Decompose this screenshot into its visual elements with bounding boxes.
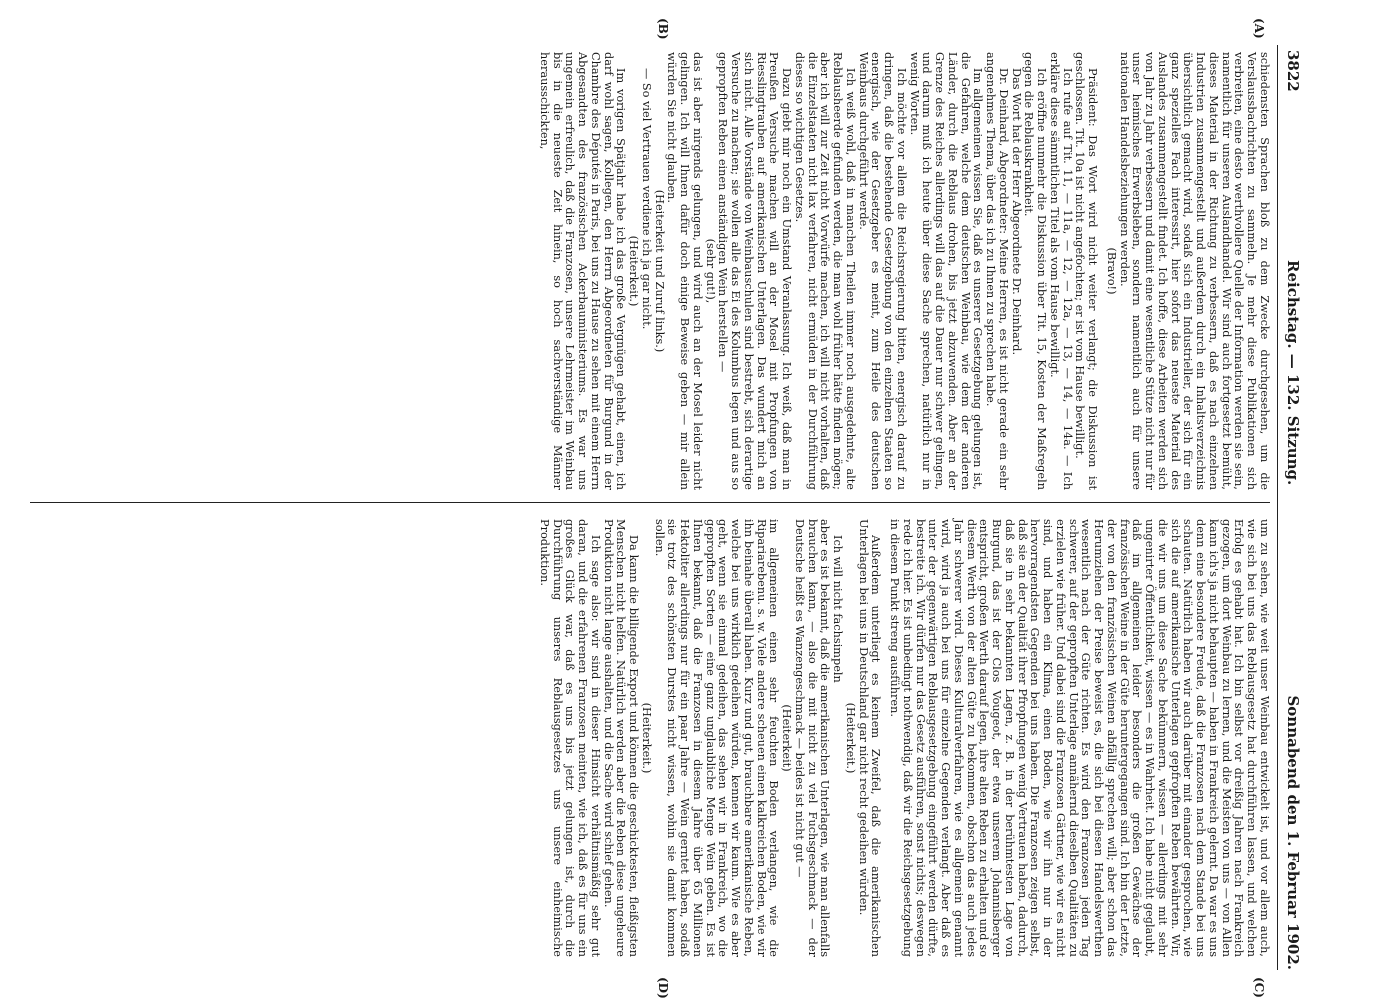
paragraph: schiedensten Sprachen bloß zu dem Zwecke durchgesehen, um die Verslaussbachrichten zu sammeln. Je mehr diese Publikationen sich verbreiten, eine desto werthvollere Quelle der Information werden sie sein, namentlich für unseren Auslandhandel. Wir sind auch fortgesetzt bemüht, dieses Material in der Richtung zu verbessern, daß es nach einzelnen Industrien zusammengestellt und außerdem durch ein Inhaltsverzeichnis übersichtlich gemacht wird, sodaß sich ein Industrieller, der sich für ein ganz spezielles Fach interessirt, hier sofort das neueste Material des Auslandes zusammengestellt findet. Ich hoffe, diese Arbeiten werden sich von Jahr zu Jahr verbessern und damit eine wesentliche Stütze nicht nur für unser heimisches Erwerbsleben, sondern namentlich auch für unsere nationalen Handelsbeziehungen werden. [1117, 52, 1271, 490]
margin-mark-a: (A) [1252, 18, 1266, 39]
interjection: (Heiterkeit.) [640, 702, 653, 774]
paragraph: Dazu giebt mir noch ein Umstand Veranlassung. Ich weiß, daß man in Preußen Versuche machen will an der Mosel mit Propfungen von Riesslingtrauben auf amerikanischen Unterlagen. Das wundert mich an sich nicht. Alle Vorstände von Weinbauschulen sind bestrebt, sich derartige Versuche zu machen; sie wollen alle das Ei des Kolumbus legen und aus so gepropften Reben einen anständigen Wein herstellen — [716, 52, 794, 490]
paragraph: Ich sage also: wir sind in dieser Hinsicht verhältnismäßig sehr gut daran, und die erfahrenen Franzosen meinten, wie ich, daß es für uns ein großes Glück war, daß es uns bis jetzt gelungen ist, durch die Durchführung unseres Reblausgesetzes uns unsere einheimische Produktion. [538, 519, 602, 957]
paragraph: Präsident: Das Wort wird nicht weiter verlangt; die Diskussion ist geschlossen. Tit. 10a ist nicht angefochten; er ist vom Hause bewilligt. [1073, 52, 1100, 490]
page-header [1278, 50, 1306, 970]
interjection: (Bravo!) [1105, 247, 1118, 295]
paragraph: Dr. Deinhard, Abgeordneter: Meine Herren, es ist nicht gerade ein sehr angenehmes Thema, über das ich zu Ihnen zu sprechen habe. [984, 52, 1010, 490]
interjection: (Heiterkeit.) [844, 702, 857, 774]
paragraph: — So viel Vertrauen verdiene ich ja gar nicht. [640, 68, 653, 330]
paragraph: Im vorigen Spätjahr habe ich das große Vergnügen gehabt, einen, ich darf wohl sagen, Kollegen, den Herrn Abgeordneten für Burgund in der Chambre des Députés in Paris, bei uns zu Hause zu sehen mit einem Herrn Abgesandten des französischen Ackerbauministeriums. Es war uns ungemein erfreulich, daß die Franzosen, unsere Lehrmeister im Weinbau bis in die neueste Zeit hinein, so hoch sachverständige Männer herausschickten, [538, 52, 628, 490]
paragraph: Im allgemeinen wissen Sie, daß es unserer Gesetzgebung gelungen ist, die Gefahren, welche dem deutschen Weinbau, wie dem der anderen Länder, durch die Reblaus drohen, bis jetzt abzuwenden. Aber an der Grenze des Reiches allerdings will das auf die Dauer nur schwer gelingen, und darum muß ich heute über diese Sache sprechen, natürlich nur in wenig Worten. [907, 52, 985, 490]
paragraph: Außerdem unterliegt es keinem Zweifel, daß die amerikanischen Unterlagen bei uns in Deutschland gar nicht recht gedeihen würden. [856, 519, 883, 957]
paragraph: im allgemeinen einen sehr feuchten Boden verlangen, wie die Ripariarebenu. s. w. Viele andere scheuen einen kalkreichen Boden, wie wir ihn beinahe überall haben. Kurz und gut, brauchbare amerikanische Reben, welche bei uns wirklich gedeihen würden, kennen wir kaum. Wie es aber geht, wenn sie einmal gedeihen, das sehen wir in Frankreich, wo die gepropften Sorten — eine ganz unglaubliche Menge Wein geben. Es ist Ihnen bekannt, daß die Franzosen in diesem Jahre über 65 Millionen Hektoliter allerdings nur für ein paar Jahre — Wein gerntet haben, sodaß sie trotz des schönsten Durstes nicht wissen, wohin sie damit kommen sollen. [652, 519, 781, 957]
session-title: Reichstag. — 132. Sitzung. [1284, 260, 1302, 486]
session-date: Sonnabend den 1. Februar 1902. [1284, 695, 1302, 970]
left-column [25, 52, 1270, 490]
column-divider [30, 502, 1270, 503]
rotated-document-page [10, 0, 1310, 1000]
interjection: (sehr gut!), [703, 238, 717, 304]
margin-mark-b: (B) [656, 18, 670, 40]
interjection: (Heiterkeit) [780, 704, 794, 772]
paragraph: aber es ist bekannt, daß die amerikanischen Unterlagen, wie man allenfalls brauchen kann, — also die mit nicht zu viel Fuchsgeschmack — der Deutsche heißt es Wanzengeschmack — beides ist nicht gut — [793, 519, 832, 957]
margin-mark-d: (D) [656, 977, 670, 999]
right-column [25, 519, 1270, 957]
paragraph: das ist aber nirgends gelungen, und wird auch an der Mosel leider nicht gelingen. Ich will Ihnen dafür doch einige Beweise geben — mir allein würden Sie nicht glauben. [665, 52, 704, 490]
paragraph: Ich möchte vor allem die Reichsregierung bitten, energisch darauf zu dringen, daß die bestehende Gesetzgebung von den einzelnen Staaten so energisch, wie der Gesetzgeber es meint, zum Heile des deutschen Weinbaus durchgeführt werde. [856, 52, 908, 490]
page-number: 3822 [1284, 50, 1302, 92]
paragraph: Ich eröffne nunmehr die Diskussion über Tit. 15, Kosten der Maßregeln gegen die Reblauskrankheit. [1022, 52, 1049, 490]
paragraph: Ich rufe auf Tit. 11, — 11a, — 12, — 12a, — 13, — 14, — 14a. — Ich erkläre diese sämmtlichen Titel als vom Hause bewilligt. [1048, 52, 1074, 490]
interjection: (Heiterkeit.) [627, 235, 641, 307]
header-rule [1277, 45, 1278, 970]
margin-mark-c: (C) [1252, 977, 1266, 998]
paragraph: um zu sehen, wie weit unser Weinbau entwickelt ist, und vor allem auch, wie sich bei uns das Reblausgesetz hat durchführen lassen, und welchen Erfolg es gehabt hat. Ich bin selbst vor dreißig Jahren nach Frankreich gezogen, um dort Weinbau zu lernen, und die Meisten von uns — von Allen kann ich's ja nicht behaupten — haben in Frankreich gelernt. Da war es uns denn eine besondere Freude, daß die Franzosen nach dem Stande bei uns schauten. Natürlich haben wir auch darüber mit einander gesprochen, wie sich die auf amerikanische Unterlagen gepfropften Reben bewährten. Wir, die wir uns um diese Sache bekümmern, wissen — allerdings mit sehr ungenirter Öffentlichkeit, wissen — es in Wahrheit. Ich habe nicht geglaubt, daß im allgemeinen leider besonders die großen Gewächse der französischen Weine in der Güte heruntergegangen sind. Ich bin der Letzte, der von den französischen Weinen abfällig sprechen will; aber schon das Herumziehen der Preise beweist es, die sich bei diesen Handelswerthen wesentlich nach der Güte richten. Es wird den Franzosen jeden Tag schwerer, auf der gepropften Unterlage annähernd dieselben Qualitäten zu erzielen wie früher. Und dabei sind die Franzosen Gärtner, wie wir es nicht sind, und haben ein Klima, einen Boden, wie wir ihn nur in der hervorragendsten Gegenden bei uns haben. Die Franzosen zeigen selbst, daß sie an der Qualität ihrer Pfropfungen wenig Vertrauen haben, dadurch, daß sie in sehr bekannten Lagen, z. B. in der berühmtesten Lage von Burgund, das ist der Clos Vougeot, der etwa unserem Johannisberger entspricht, großen Werth darauf legen, ihre alten Reben zu erhalten und so diesem Werth von der alten Güte zu bekommen, obschon das auch jedes Jahr schwerer wird. Dieses Kulturalverfahren, wie es allgemein genannt wird, wird ja auch bei uns für einzelne Gegenden verlangt. Aber daß es unter der gegenwärtigen Reblausgesetzgebung eingeführt werden dürfte, bestreite ich. Wir dürfen nur das Gesetz ausführen, sonst nichts; deswegen rede ich hier. Es ist unbedingt nothwendig, daß wir die Reichsgesetzgebung in diesem Punkt streng ausführen. [888, 519, 1271, 957]
paragraph: Das Wort hat der Herr Abgeordnete Dr. Deinhard. [1009, 68, 1023, 356]
paragraph: Da kann die billigende Export und können die geschicktesten, fleißigsten Menschen nicht helfen. Natürlich werden aber die Reben diese ungeheure Produktion nicht lange aushalten, und die Sache wird schief gehen. [601, 519, 641, 957]
paragraph: Ich will nicht fachsimpeln [831, 535, 845, 683]
paragraph: Ich weiß wohl, daß in manchen Theilen immer noch ausgedehnte, alte Reblausheerde gefunden werden, die man wohl früher hätte finden mögen; aber ich will zur Zeit nicht Vorwürfe machen, ich will nicht vorhalten, daß die Einzelstaaten nicht lax verfahren, nicht ermüden in der Durchführung dieses so wichtigen Gesetzes. [793, 52, 857, 490]
interjection: (Heiterkeit und Zuruf links.) [652, 189, 666, 353]
